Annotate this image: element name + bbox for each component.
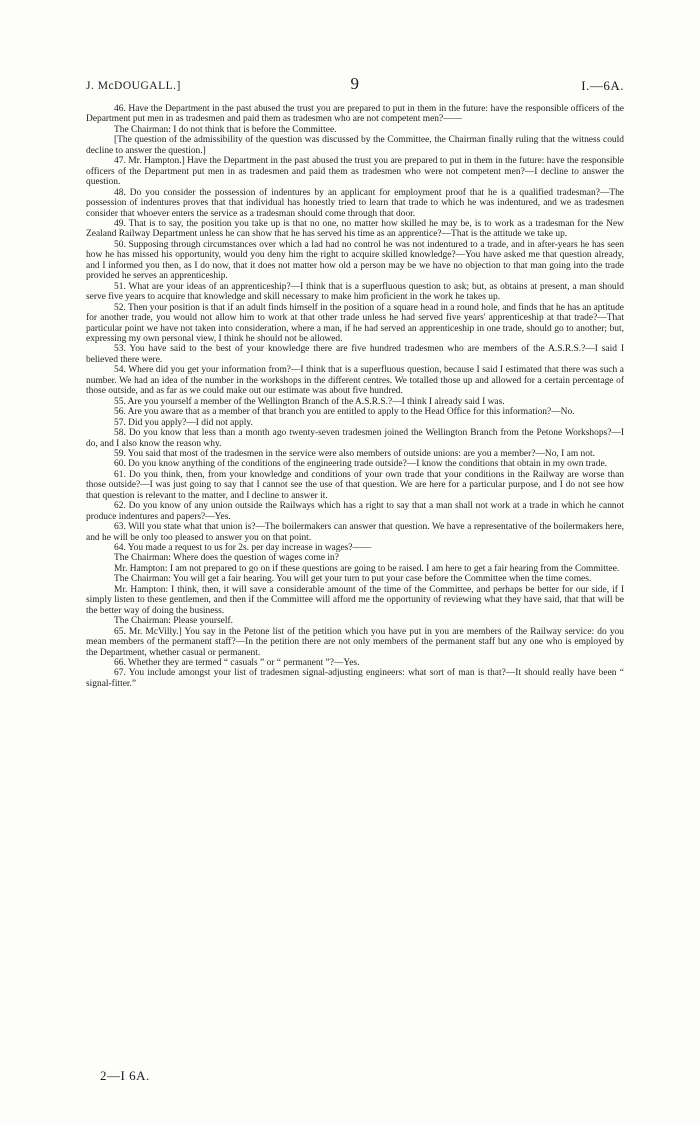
paragraph: 65. Mr. McVilly.] You say in the Petone list of the petition which you have put in you are members of the Railway service: do you mean members of the permanent staff?—In the petition there are not only members of the permanent staff but any one who is employed by the Department, whether casual or permanent. (86, 626, 624, 658)
paragraph: 64. You made a request to us for 2s. per day increase in wages?—— (114, 543, 372, 554)
paragraph: 66. Whether they are termed “ casuals ” or “ permanent ”?—Yes. (114, 658, 360, 669)
paragraph: 53. You have said to the best of your knowledge there are five hundred tradesmen who are members of the A.S.R.S.?—I said I believed there were. (86, 344, 624, 365)
paragraph: 56. Are you aware that as a member of that branch you are entitled to apply to the Head Office for this information?—No. (114, 407, 575, 418)
paragraph: 54. Where did you get your information from?—I think that is a superfluous question, because I said I estimated that there was such a number. We had an idea of the number in the workshops in the different centres. We totalled those up and allowed for a certain percentage of those outside, and as far as we could make out our estimate was about five hundred. (86, 365, 624, 397)
paragraph: 46. Have the Department in the past abused the trust you are prepared to put in them in the future: have the responsible officers of the Department put men in as tradesmen and paid them as tradesmen who are not competent men?—— (86, 104, 624, 125)
paragraph: The Chairman: Where does the question of wages come in? (114, 553, 339, 564)
paragraph: [The question of the admissibility of the question was discussed by the Committee, the Chairman finally ruling that the witness could decline to answer the question.] (86, 135, 624, 156)
paragraph: 50. Supposing through circumstances over which a lad had no control he was not indentured to a trade, and in after-years he has seen how he has missed his opportunity, would you deny him the right to acquire skilled knowledge?—You have asked me that question already, and I informed you then, as I do now, that it does not matter how old a person may be we have no objection to that man going into the trade provided he serves an apprenticeship. (86, 239, 624, 282)
paragraph: 49. That is to say, the position you take up is that no one, no matter how skilled he may be, is to work as a tradesman for the New Zealand Railway Department unless he can show that he has served his time as an apprentice?—That is the attitude we take up. (86, 218, 624, 240)
paragraph: 60. Do you know anything of the conditions of the engineering trade outside?—I know the conditions that obtain in my own trade. (114, 459, 608, 470)
witness-name: J. McDOUGALL.] (86, 80, 181, 92)
paragraph: The Chairman: Please yourself. (114, 616, 233, 627)
paragraph: The Chairman: I do not think that is before the Committee. (114, 124, 337, 135)
paragraph: 47. Mr. Hampton.] Have the Department in the past abused the trust you are prepared to put in them in the future: have the responsible officers of the Department put men in as tradesmen and paid them as tradesmen who were not competent men?—I decline to answer the question. (86, 156, 624, 188)
paragraph: 61. Do you think, then, from your knowledge and conditions of your own trade that your conditions in the Railway are worse than those outside?—I was just going to say that I cannot see the use of that question. We are here for a particular purpose, and I do not see how that question is relevant to the matter, and I decline to answer it. (86, 469, 624, 501)
page-footer-signature: 2—I 6A. (100, 1068, 150, 1083)
page-header (86, 74, 624, 98)
paragraph: The Chairman: You will get a fair hearing. You will get your turn to put your case before the Committee when the time comes. (114, 574, 592, 585)
page-body (86, 104, 624, 689)
paragraph: 48. Do you consider the possession of indentures by an applicant for employment proof that he is a qualified tradesman?—The possession of indentures proves that that individual has honestly tried to learn that trade to which he was indentured, and we as tradesmen consider that whoever enters the service as a tradesman should come through that door. (86, 187, 624, 219)
paragraph: Mr. Hampton: I am not prepared to go on if these questions are going to be raised. I am here to get a fair hearing from the Committee. (114, 563, 620, 574)
paragraph: 55. Are you yourself a member of the Wellington Branch of the A.S.R.S.?—I think I already said I was. (114, 396, 505, 407)
paragraph: 57. Did you apply?—I did not apply. (114, 417, 253, 428)
paragraph: 51. What are your ideas of an apprenticeship?—I think that is a superfluous question to ask; but, as obtains at present, a man should serve five years to acquire that knowledge and skill necessary to make him proficient in the work he takes up. (86, 281, 624, 303)
paragraph: 59. You said that most of the tradesmen in the service were also members of outside unions: are you a member?—No, I am not. (114, 448, 595, 459)
paragraph: Mr. Hampton: I think, then, it will save a considerable amount of the time of the Committee, and perhaps be better for our side, if I simply listen to these gentlemen, and then if the Committee will afford me the opportunity of reviewing what they have said, that that will be the better way of doing the business. (86, 584, 624, 616)
paragraph: 52. Then your position is that if an adult finds himself in the position of a square head in a round hole, and finds that he has an aptitude for another trade, you would not allow him to work at that other trade unless he had served five years' apprenticeship at that trade?—That particular point we have not taken into consideration, where a man, if he had served an apprenticeship in one trade, should go to another; but, expressing my own personal view, I think he should not be allowed. (86, 302, 624, 344)
paper-reference: I.—6A. (581, 78, 624, 93)
paragraph: 67. You include amongst your list of tradesmen signal-adjusting engineers: what sort of man is that?—It should really have been “ signal-fitter.” (86, 668, 624, 689)
paragraph: 58. Do you know that less than a month ago twenty-seven tradesmen joined the Wellington Branch from the Petone Workshops?—I do, and I also know the reason why. (86, 428, 624, 449)
paragraph: 62. Do you know of any union outside the Railways which has a right to say that a man shall not work at a trade in which he cannot produce indentures and papers?—Yes. (86, 501, 624, 522)
page-number: 9 (350, 74, 360, 93)
paragraph: 63. Will you state what that union is?—The boilermakers can answer that question. We have a representative of the boilermakers here, and he will be only too pleased to answer you on that point. (86, 522, 624, 543)
